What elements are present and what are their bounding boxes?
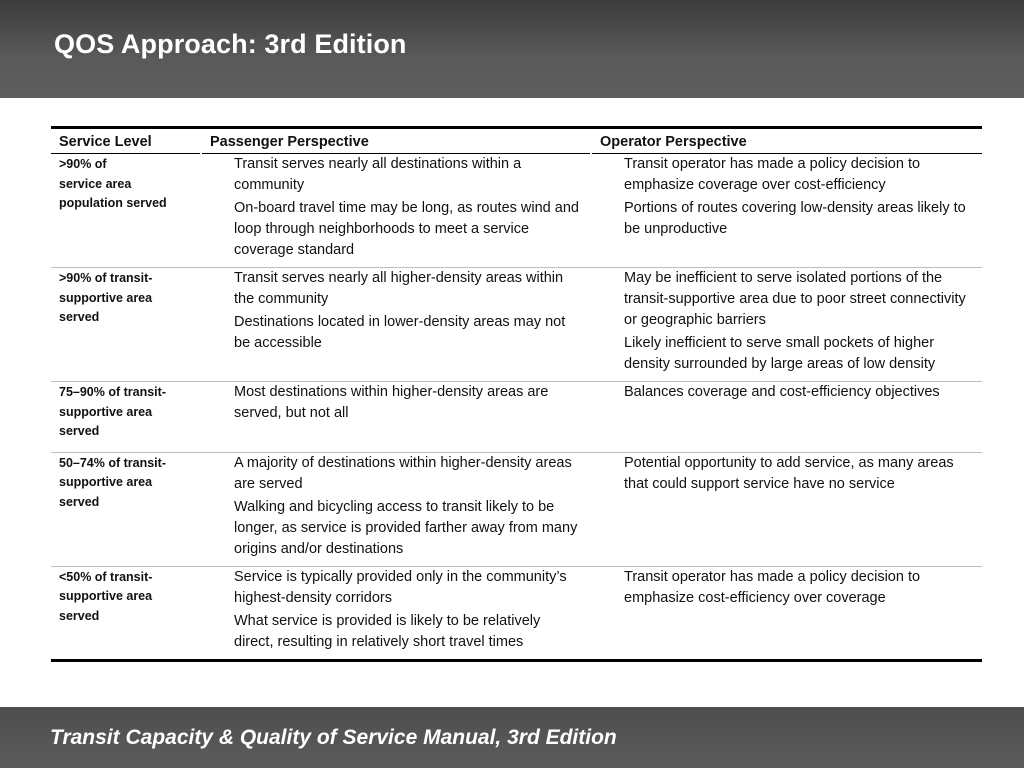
service-level-cell (51, 268, 201, 382)
passenger-perspective-item: Transit serves nearly all higher-density areas within the community (234, 270, 564, 307)
passenger-perspective-item: Most destinations within higher-density areas are served, but not all (234, 384, 549, 421)
passenger-perspective-cell (201, 452, 591, 566)
operator-perspective-item: May be inefficient to serve isolated portions of the transit-supportive area due to poor street connectivity or geographic barriers (624, 270, 966, 328)
operator-perspective-cell (591, 268, 982, 382)
table-row (51, 452, 982, 566)
operator-perspective-item: Portions of routes covering low-density areas likely to be unproductive (624, 200, 966, 237)
passenger-perspective-item: Service is typically provided only in the community’s highest-density corridors (234, 568, 567, 606)
service-level-line: supportive area (59, 475, 153, 489)
table-row (51, 382, 982, 453)
slide-title: QOS Approach: 3rd Edition (54, 29, 407, 59)
operator-perspective-cell (591, 452, 982, 566)
service-level-line: served (59, 608, 100, 623)
operator-perspective-item: Transit operator has made a policy decision to emphasize cost-efficiency over coverage (624, 568, 921, 606)
passenger-perspective-item: On-board travel time may be long, as routes wind and loop through neighborhoods to meet a service coverage standard (234, 200, 579, 258)
operator-perspective-item: Potential opportunity to add service, as many areas that could support service have no service (624, 454, 954, 492)
service-level-line: >90% of (59, 157, 107, 171)
service-level-line: supportive area (59, 290, 153, 305)
passenger-perspective-item: A majority of destinations within higher-density areas are served (234, 454, 572, 492)
operator-perspective-cell (591, 566, 982, 660)
slide-footer (0, 707, 1024, 768)
table-body (51, 154, 982, 661)
table-row (51, 154, 982, 268)
operator-perspective-item: Transit operator has made a policy decision to emphasize coverage over cost-efficiency (624, 156, 921, 193)
column-header-operator-perspective: Operator Perspective (591, 128, 982, 154)
passenger-perspective-cell (201, 268, 591, 382)
service-level-line: <50% of transit- (59, 569, 153, 584)
service-level-line: service area (59, 176, 132, 191)
table-row (51, 566, 982, 660)
passenger-perspective-item: What service is provided is likely to be relatively direct, resulting in relatively short travel times (234, 612, 541, 650)
operator-perspective-cell (591, 382, 982, 453)
passenger-perspective-item: Destinations located in lower-density areas may not be accessible (234, 314, 566, 351)
service-level-cell (51, 154, 201, 268)
table-row (51, 268, 982, 382)
service-level-line: 50–74% of transit- (59, 455, 166, 470)
service-level-line: served (59, 424, 100, 438)
service-level-table (51, 126, 982, 662)
passenger-perspective-item: Transit serves nearly all destinations within a community (234, 156, 522, 193)
passenger-perspective-cell (201, 154, 591, 268)
service-level-cell (51, 452, 201, 566)
column-header-passenger-perspective: Passenger Perspective (201, 128, 591, 154)
service-level-line: supportive area (59, 589, 153, 603)
service-level-line: >90% of transit- (59, 271, 153, 285)
operator-perspective-item: Balances coverage and cost-efficiency objectives (624, 384, 940, 400)
passenger-perspective-cell (201, 382, 591, 453)
service-level-line: supportive area (59, 404, 153, 419)
service-level-cell (51, 566, 201, 660)
passenger-perspective-cell (201, 566, 591, 660)
column-header-service-level: Service Level (51, 128, 201, 154)
service-level-line: served (59, 494, 100, 509)
footer-text: Transit Capacity & Quality of Service Manual, 3rd Edition (50, 726, 617, 749)
service-level-line: population served (59, 196, 167, 210)
service-level-cell (51, 382, 201, 453)
slide-header (0, 0, 1024, 98)
service-level-line: 75–90% of transit- (59, 385, 166, 399)
passenger-perspective-item: Walking and bicycling access to transit likely to be longer, as service is provided farther away from many origins and/or destinations (234, 498, 578, 557)
table-header-row (51, 128, 982, 154)
operator-perspective-item: Likely inefficient to serve small pockets of higher density surrounded by large areas of low density (624, 335, 936, 372)
operator-perspective-cell (591, 154, 982, 268)
service-level-line: served (59, 310, 100, 324)
